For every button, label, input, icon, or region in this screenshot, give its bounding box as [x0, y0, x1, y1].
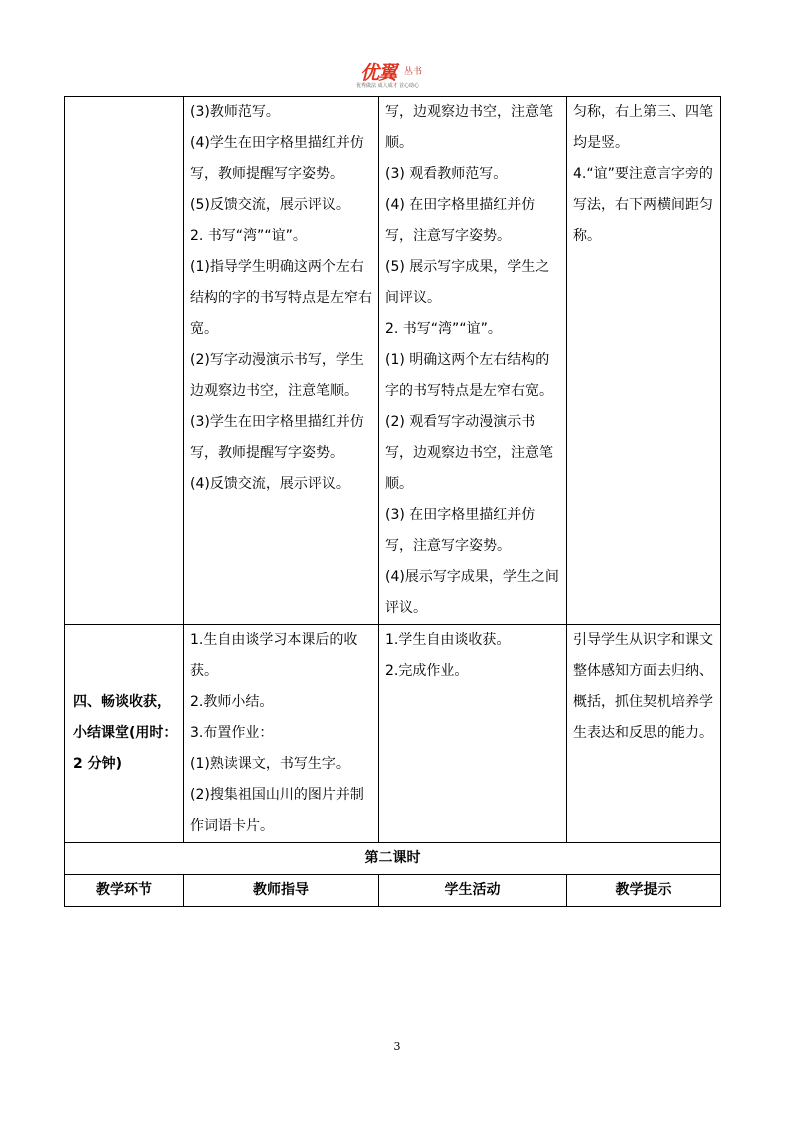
table-row-summary [65, 625, 721, 843]
teaching-tips-cell [567, 97, 721, 625]
teacher-item: (4)反馈交流，展示评议。 [190, 476, 350, 492]
logo-tagline: 优秀做法 成人成才 首心助心 [356, 83, 420, 89]
column-header-row [65, 875, 721, 907]
publisher-logo [352, 58, 452, 94]
header-student-activity: 学生活动 [379, 875, 567, 907]
student-item: (1) 明确这两个左右结构的字的书写特点是左窄右宽。 [385, 352, 553, 399]
stage-cell-empty [65, 97, 184, 625]
lesson-plan-table [64, 96, 721, 907]
tip-item: 引导学生从识字和课文整体感知方面去归纳、概括，抓住契机培养学生表达和反思的能力。 [573, 632, 713, 741]
stage-cell-summary [65, 625, 184, 843]
student-item: (3) 在田字格里描红并仿写，注意写字姿势。 [385, 507, 536, 554]
student-item: 2.完成作业。 [385, 663, 469, 679]
teacher-item: 3.布置作业： [190, 725, 274, 741]
student-item: (5) 展示写字成果，学生之间评议。 [385, 259, 550, 306]
student-item: (2) 观看写字动漫演示书写，边观察边书空，注意笔顺。 [385, 414, 553, 492]
teacher-item: (2)写字动漫演示书写，学生边观察边书空，注意笔顺。 [190, 352, 364, 399]
student-item: 写，边观察边书空，注意笔顺。 [385, 104, 553, 151]
tip-item: 匀称，右上第三、四笔均是竖。 [573, 104, 713, 151]
teacher-item: 2. 书写“湾”“谊”。 [190, 228, 307, 244]
teacher-guidance-cell [184, 625, 379, 843]
teacher-guidance-cell [184, 97, 379, 625]
page-number: 3 [393, 1040, 401, 1053]
logo-main-text: 优翼 [360, 62, 397, 84]
teacher-item: (3)学生在田字格里描红并仿写，教师提醒写字姿势。 [190, 414, 364, 461]
student-activity-cell [379, 97, 567, 625]
student-item: (3) 观看教师范写。 [385, 166, 508, 182]
header-teaching-tips: 教学提示 [567, 875, 721, 907]
second-lesson-title: 第二课时 [65, 843, 721, 875]
student-activity-cell [379, 625, 567, 843]
teacher-item: (5)反馈交流，展示评议。 [190, 197, 350, 213]
stage-label-line: 小结课堂(用时： [73, 725, 178, 741]
second-lesson-title-row [65, 843, 721, 875]
teacher-item: (1)熟读课文，书写生字。 [190, 756, 350, 772]
student-item: 2. 书写“湾”“谊”。 [385, 321, 502, 337]
teacher-item: (2)搜集祖国山川的图片并制作词语卡片。 [190, 787, 364, 834]
header-stage: 教学环节 [65, 875, 184, 907]
student-item: (4)展示写字成果，学生之间评议。 [385, 569, 559, 616]
tip-item: 4.“谊”要注意言字旁的写法，右下两横间距匀称。 [573, 166, 713, 244]
teacher-item: (4)学生在田字格里描红并仿写，教师提醒写字姿势。 [190, 135, 364, 182]
stage-label-line: 2 分钟) [73, 756, 123, 772]
header-teacher-guidance: 教师指导 [184, 875, 379, 907]
teacher-item: (3)教师范写。 [190, 104, 280, 120]
teacher-item: 2.教师小结。 [190, 694, 274, 710]
student-item: 1.学生自由谈收获。 [385, 632, 511, 648]
logo-sub-text: 丛书 [404, 67, 423, 77]
teaching-tips-cell [567, 625, 721, 843]
student-item: (4) 在田字格里描红并仿写，注意写字姿势。 [385, 197, 536, 244]
teacher-item: (1)指导学生明确这两个左右结构的字的书写特点是左窄右宽。 [190, 259, 372, 337]
teacher-item: 1.生自由谈学习本课后的收获。 [190, 632, 358, 679]
stage-label-line: 四、畅谈收获， [73, 694, 171, 710]
table-row-writing [65, 97, 721, 625]
